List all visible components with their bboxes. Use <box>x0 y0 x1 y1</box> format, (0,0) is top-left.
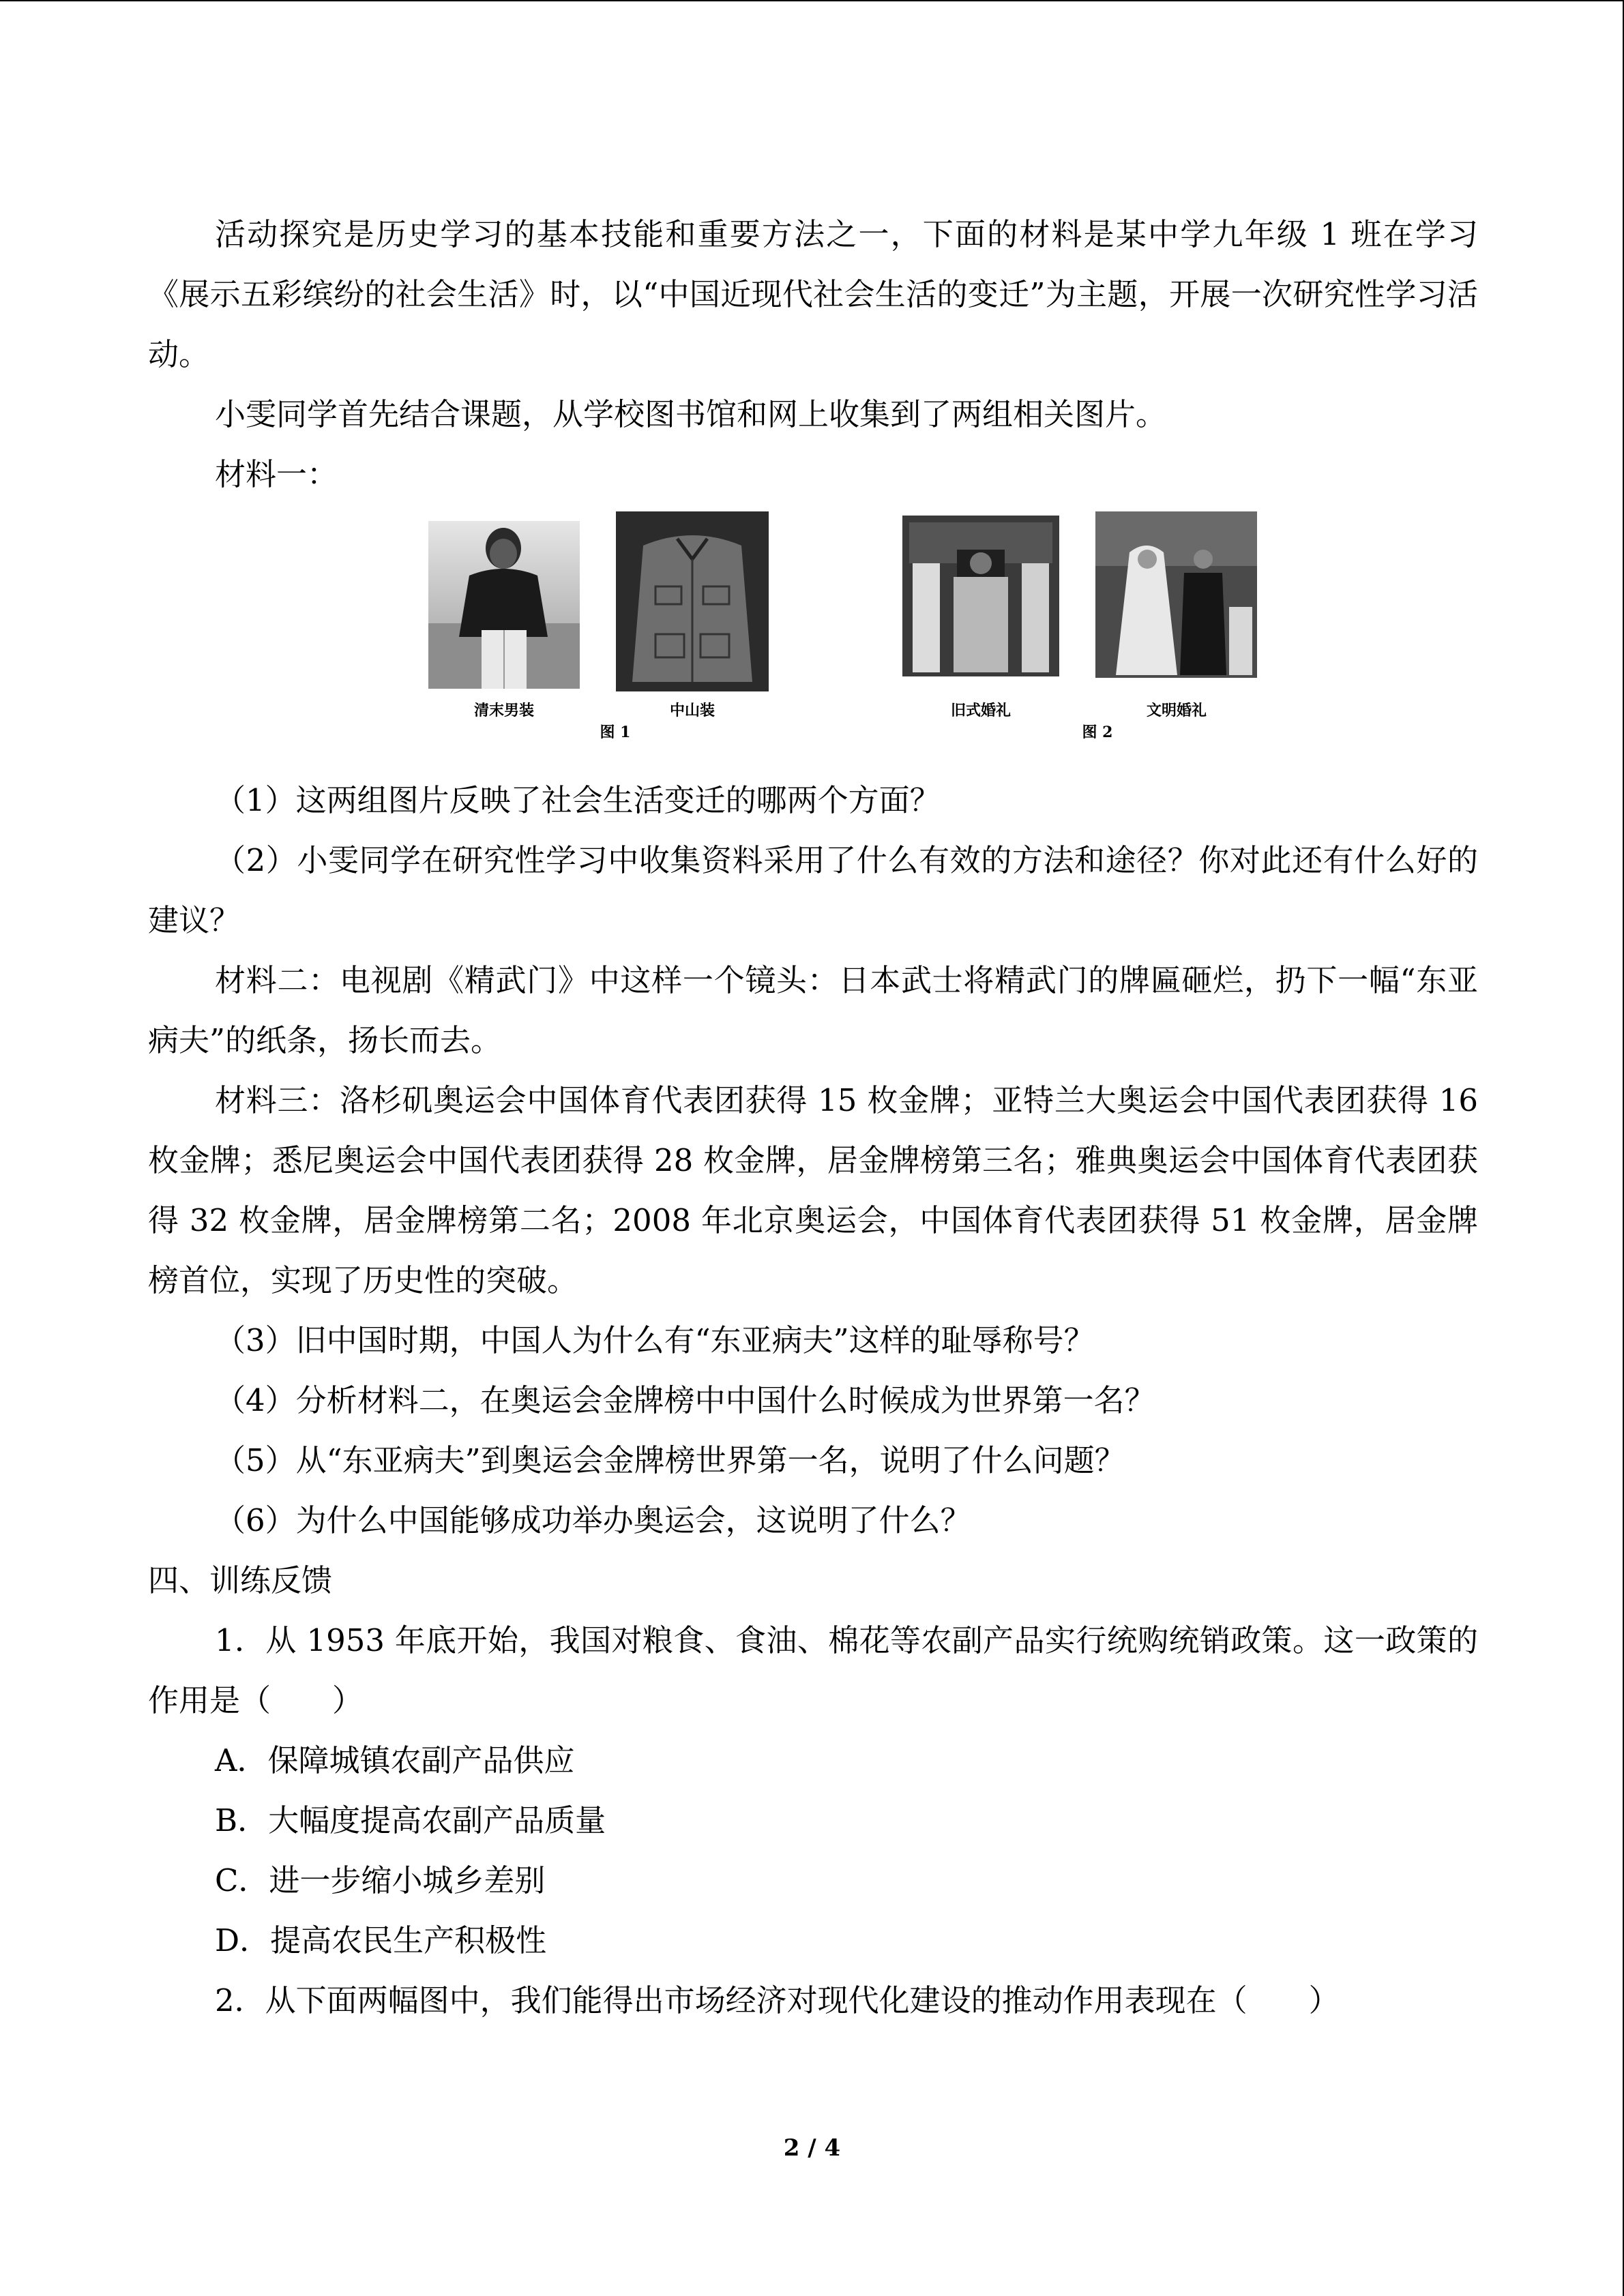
material-two: 材料二：电视剧《精武门》中这样一个镜头：日本武士将精武门的牌匾砸烂，扔下一幅“东亚病夫”的纸条，扬长而去。 <box>148 962 1478 1058</box>
option-d: D．提高农民生产积极性 <box>215 1922 547 1958</box>
old-style-wedding-photo <box>902 516 1059 676</box>
zhongshan-suit-photo <box>616 511 769 691</box>
fig2-caption-old-style-wedding: 旧式婚礼 <box>950 702 1011 719</box>
fig1-label: 图 1 <box>600 724 631 741</box>
fig2-label: 图 2 <box>1082 724 1113 741</box>
fig1-caption-qing-male-attire: 清末男装 <box>473 702 534 719</box>
collection-paragraph: 小雯同学首先结合课题，从学校图书馆和网上收集到了两组相关图片。 <box>215 396 1167 432</box>
exercise-item-1: 1．从 1953 年底开始，我国对粮食、食油、棉花等农副产品实行统购统销政策。这一政策的作用是（ ） <box>148 1622 1478 1718</box>
intro-paragraph: 活动探究是历史学习的基本技能和重要方法之一，下面的材料是某中学九年级 1 班在学习《展示五彩缤纷的社会生活》时，以“中国近现代社会生活的变迁”为主题，开展一次研究性学习活动。 <box>148 216 1478 372</box>
question-6: （6）为什么中国能够成功举办奥运会，这说明了什么？ <box>215 1502 971 1538</box>
material-three: 材料三：洛杉矶奥运会中国体育代表团获得 15 枚金牌；亚特兰大奥运会中国代表团获得 16 枚金牌；悉尼奥运会中国代表团获得 28 枚金牌，居金牌榜第三名；雅典奥运会中国体育代表团获得 32 枚金牌，居金牌榜第二名；2008 年北京奥运会，中国体育代表团获得 51 枚金牌，居金牌榜首位，实现了历史性的突破。 <box>148 1082 1478 1298</box>
page-number: 2 / 4 <box>783 2134 841 2162</box>
question-5: （5）从“东亚病夫”到奥运会金牌榜世界第一名，说明了什么问题？ <box>215 1442 1125 1478</box>
fig2-caption-civilized-wedding: 文明婚礼 <box>1146 702 1207 719</box>
material-one-label: 材料一： <box>215 456 338 492</box>
question-3: （3）旧中国时期，中国人为什么有“东亚病夫”这样的耻辱称号？ <box>215 1322 1095 1358</box>
question-4: （4）分析材料二，在奥运会金牌榜中中国什么时候成为世界第一名？ <box>215 1382 1155 1418</box>
civilized-wedding-photo <box>1095 511 1257 678</box>
question-2: （2）小雯同学在研究性学习中收集资料采用了什么有效的方法和途径？你对此还有什么好的建议？ <box>148 842 1478 938</box>
option-a: A．保障城镇农副产品供应 <box>215 1742 575 1778</box>
fig1-caption-zhongshan-suit: 中山装 <box>669 702 715 719</box>
exercise-item-2: 2．从下面两幅图中，我们能得出市场经济对现代化建设的推动作用表现在（ ） <box>215 1982 1340 2018</box>
page-content <box>148 205 1478 2031</box>
option-c: C．进一步缩小城乡差别 <box>215 1862 546 1898</box>
figure-row <box>148 511 1478 757</box>
section-four-title: 四、训练反馈 <box>148 1562 333 1598</box>
qing-male-attire-photo <box>428 521 580 689</box>
option-b: B．大幅度提高农副产品质量 <box>215 1802 606 1838</box>
question-1: （1）这两组图片反映了社会生活变迁的哪两个方面？ <box>215 782 941 818</box>
